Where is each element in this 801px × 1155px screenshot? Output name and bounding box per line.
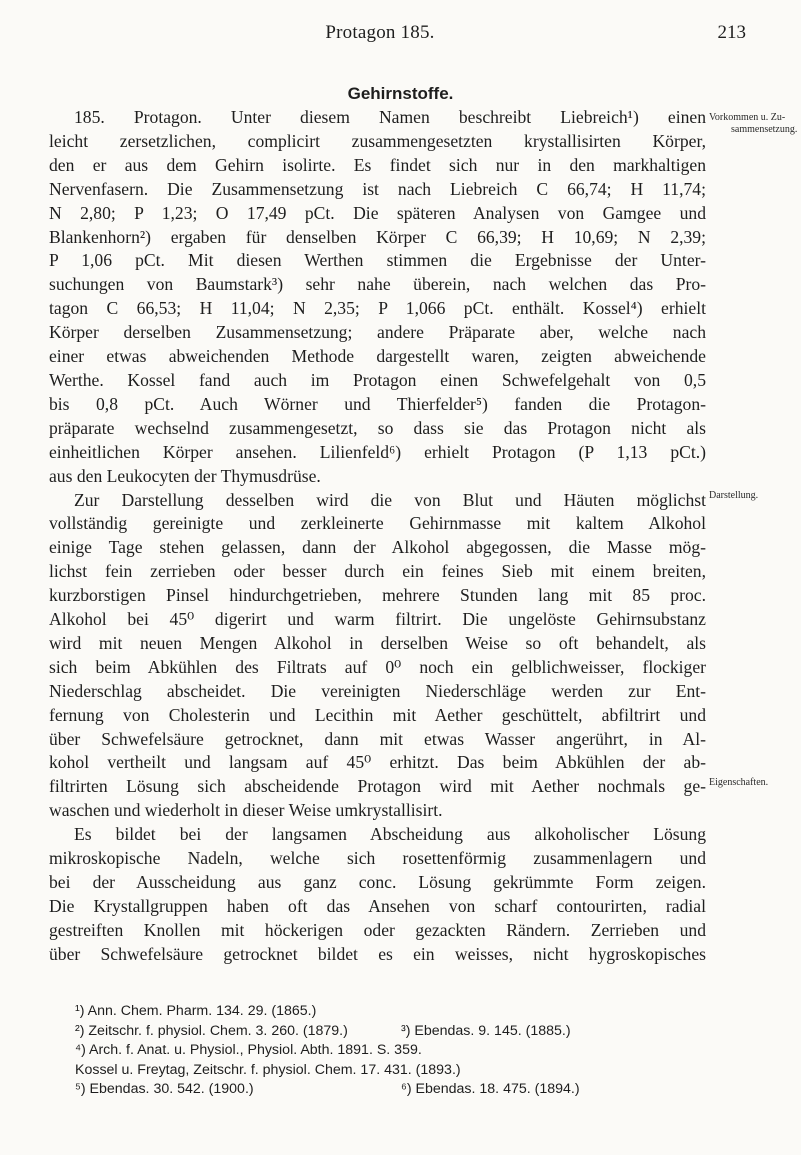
margin-note-darstellung: Darstellung. xyxy=(709,490,759,501)
text-line: Es bildet bei der langsamen Abscheidung aus alkoholischer Lösung xyxy=(74,824,706,845)
margin-note-line: Vorkommen u. Zu- xyxy=(709,112,786,123)
text-line: filtrirten Lösung sich abscheidende Protagon wird mit Aether nochmals ge- xyxy=(49,776,706,797)
text-line: N 2,80; P 1,23; O 17,49 pCt. Die späteren Analysen von Gamgee und xyxy=(49,202,706,223)
text-line: kurzborstigen Pinsel hindurchgetrieben, mehrere Stunden lang mit 85 proc. xyxy=(49,585,706,606)
margin-note-eigenschaften: Eigenschaften. xyxy=(709,777,769,788)
running-title: Protagon 185. xyxy=(325,22,435,43)
footnote-5: ⁵) Ebendas. 30. 542. (1900.) xyxy=(75,1081,254,1098)
text-line: einige Tage stehen gelassen, dann der Alkohol abgegossen, die Masse mög- xyxy=(49,537,706,558)
text-line: einheitlichen Körper ansehen. Lilienfeld⁶) erhielt Protagon (P 1,13 pCt.) xyxy=(49,441,706,462)
footnote-4: ⁴) Arch. f. Anat. u. Physiol., Physiol. Abth. 1891. S. 359. xyxy=(75,1042,422,1059)
footnotes xyxy=(75,1002,715,1100)
margin-note-vorkommen xyxy=(709,112,799,136)
footnote-4-continued: Kossel u. Freytag, Zeitschr. f. physiol. Chem. 17. 431. (1893.) xyxy=(75,1061,461,1078)
text-line: über Schwefelsäure getrocknet, dann mit etwas Wasser angerührt, in Al- xyxy=(49,728,706,749)
text-line: wird mit neuen Mengen Alkohol in derselben Weise so oft behandelt, als xyxy=(49,632,706,653)
text-line: sich beim Abkühlen des Filtrats auf 0⁰ noch ein gelblichweisser, flockiger xyxy=(49,656,706,677)
text-line: präparate wechselnd zusammengesetzt, so dass sie das Protagon nicht als xyxy=(49,417,706,438)
margin-note-line: sammensetzung. xyxy=(731,124,798,135)
running-head xyxy=(0,22,801,52)
text-line: vollständig gereinigte und zerkleinerte Gehirnmasse mit kaltem Alkohol xyxy=(49,513,706,534)
text-line: Niederschlag abscheidet. Die vereinigten Niederschläge werden zur Ent- xyxy=(49,680,706,701)
text-line: P 1,06 pCt. Mit diesen Werthen stimmen die Ergebnisse der Unter- xyxy=(49,250,706,271)
text-line: Werthe. Kossel fand auch im Protagon einen Schwefelgehalt von 0,5 xyxy=(49,369,706,390)
text-line: über Schwefelsäure getrocknet bildet es ein weisses, nicht hygroskopisches xyxy=(49,943,706,964)
text-line: Blankenhorn²) ergaben für denselben Körper C 66,39; H 10,69; N 2,39; xyxy=(49,226,706,247)
footnote-row xyxy=(75,1022,715,1042)
text-line: aus den Leukocyten der Thymusdrüse. xyxy=(49,465,321,486)
text-line: Nervenfasern. Die Zusammensetzung ist nach Liebreich C 66,74; H 11,74; xyxy=(49,178,706,199)
footnote-row xyxy=(75,1080,715,1100)
text-line: bei der Ausscheidung aus ganz conc. Lösung gekrümmte Form zeigen. xyxy=(49,872,706,892)
text-line: fernung von Cholesterin und Lecithin mit Aether geschüttelt, abfiltrirt und xyxy=(49,704,706,725)
page-number: 213 xyxy=(717,22,746,43)
text-line: mikroskopische Nadeln, welche sich rosettenförmig zusammenlagern und xyxy=(49,848,706,869)
text-line: lichst fein zerrieben oder besser durch ein feines Sieb mit einem breiten, xyxy=(49,561,706,582)
footnote-3: ³) Ebendas. 9. 145. (1885.) xyxy=(401,1022,571,1039)
section-heading: Gehirnstoffe. xyxy=(347,84,454,103)
text-line: suchungen von Baumstark³) sehr nahe überein, nach welchen das Pro- xyxy=(49,274,706,295)
text-line: 185. Protagon. Unter diesem Namen beschreibt Liebreich¹) einen xyxy=(74,107,706,127)
text-line: gestreiften Knollen mit höckerigen oder gezackten Rändern. Zerrieben und xyxy=(49,919,706,940)
text-line: waschen und wiederholt in dieser Weise umkrystallisirt. xyxy=(49,800,443,821)
text-line: kohol vertheilt und langsam auf 45⁰ erhitzt. Das beim Abkühlen der ab- xyxy=(49,752,706,773)
text-line: Körper derselben Zusammensetzung; andere Präparate aber, welche nach xyxy=(49,322,706,343)
body-text xyxy=(49,106,706,967)
text-line: bis 0,8 pCt. Auch Wörner und Thierfelder⁵) fanden die Protagon- xyxy=(49,393,706,414)
text-line: leicht zersetzlichen, complicirt zusammengesetzten krystallisirten Körper, xyxy=(49,130,706,151)
text-line: den er aus dem Gehirn isolirte. Es findet sich nur in den markhaltigen xyxy=(49,154,706,175)
text-line: Die Krystallgruppen haben oft das Ansehen von scharf contourirten, radial xyxy=(49,895,706,916)
footnote-1: ¹) Ann. Chem. Pharm. 134. 29. (1865.) xyxy=(75,1003,317,1019)
footnote-6: ⁶) Ebendas. 18. 475. (1894.) xyxy=(401,1081,580,1098)
text-line: Alkohol bei 45⁰ digerirt und warm filtrirt. Die ungelöste Gehirnsubstanz xyxy=(49,609,706,630)
footnote-2: ²) Zeitschr. f. physiol. Chem. 3. 260. (1879.) xyxy=(75,1022,348,1039)
text-line: tagon C 66,53; H 11,04; N 2,35; P 1,066 pCt. enthält. Kossel⁴) erhielt xyxy=(49,298,706,319)
text-line: einer etwas abweichenden Methode dargestellt waren, zeigten abweichende xyxy=(49,346,706,367)
text-line: Zur Darstellung desselben wird die von Blut und Häuten möglichst xyxy=(74,489,706,510)
